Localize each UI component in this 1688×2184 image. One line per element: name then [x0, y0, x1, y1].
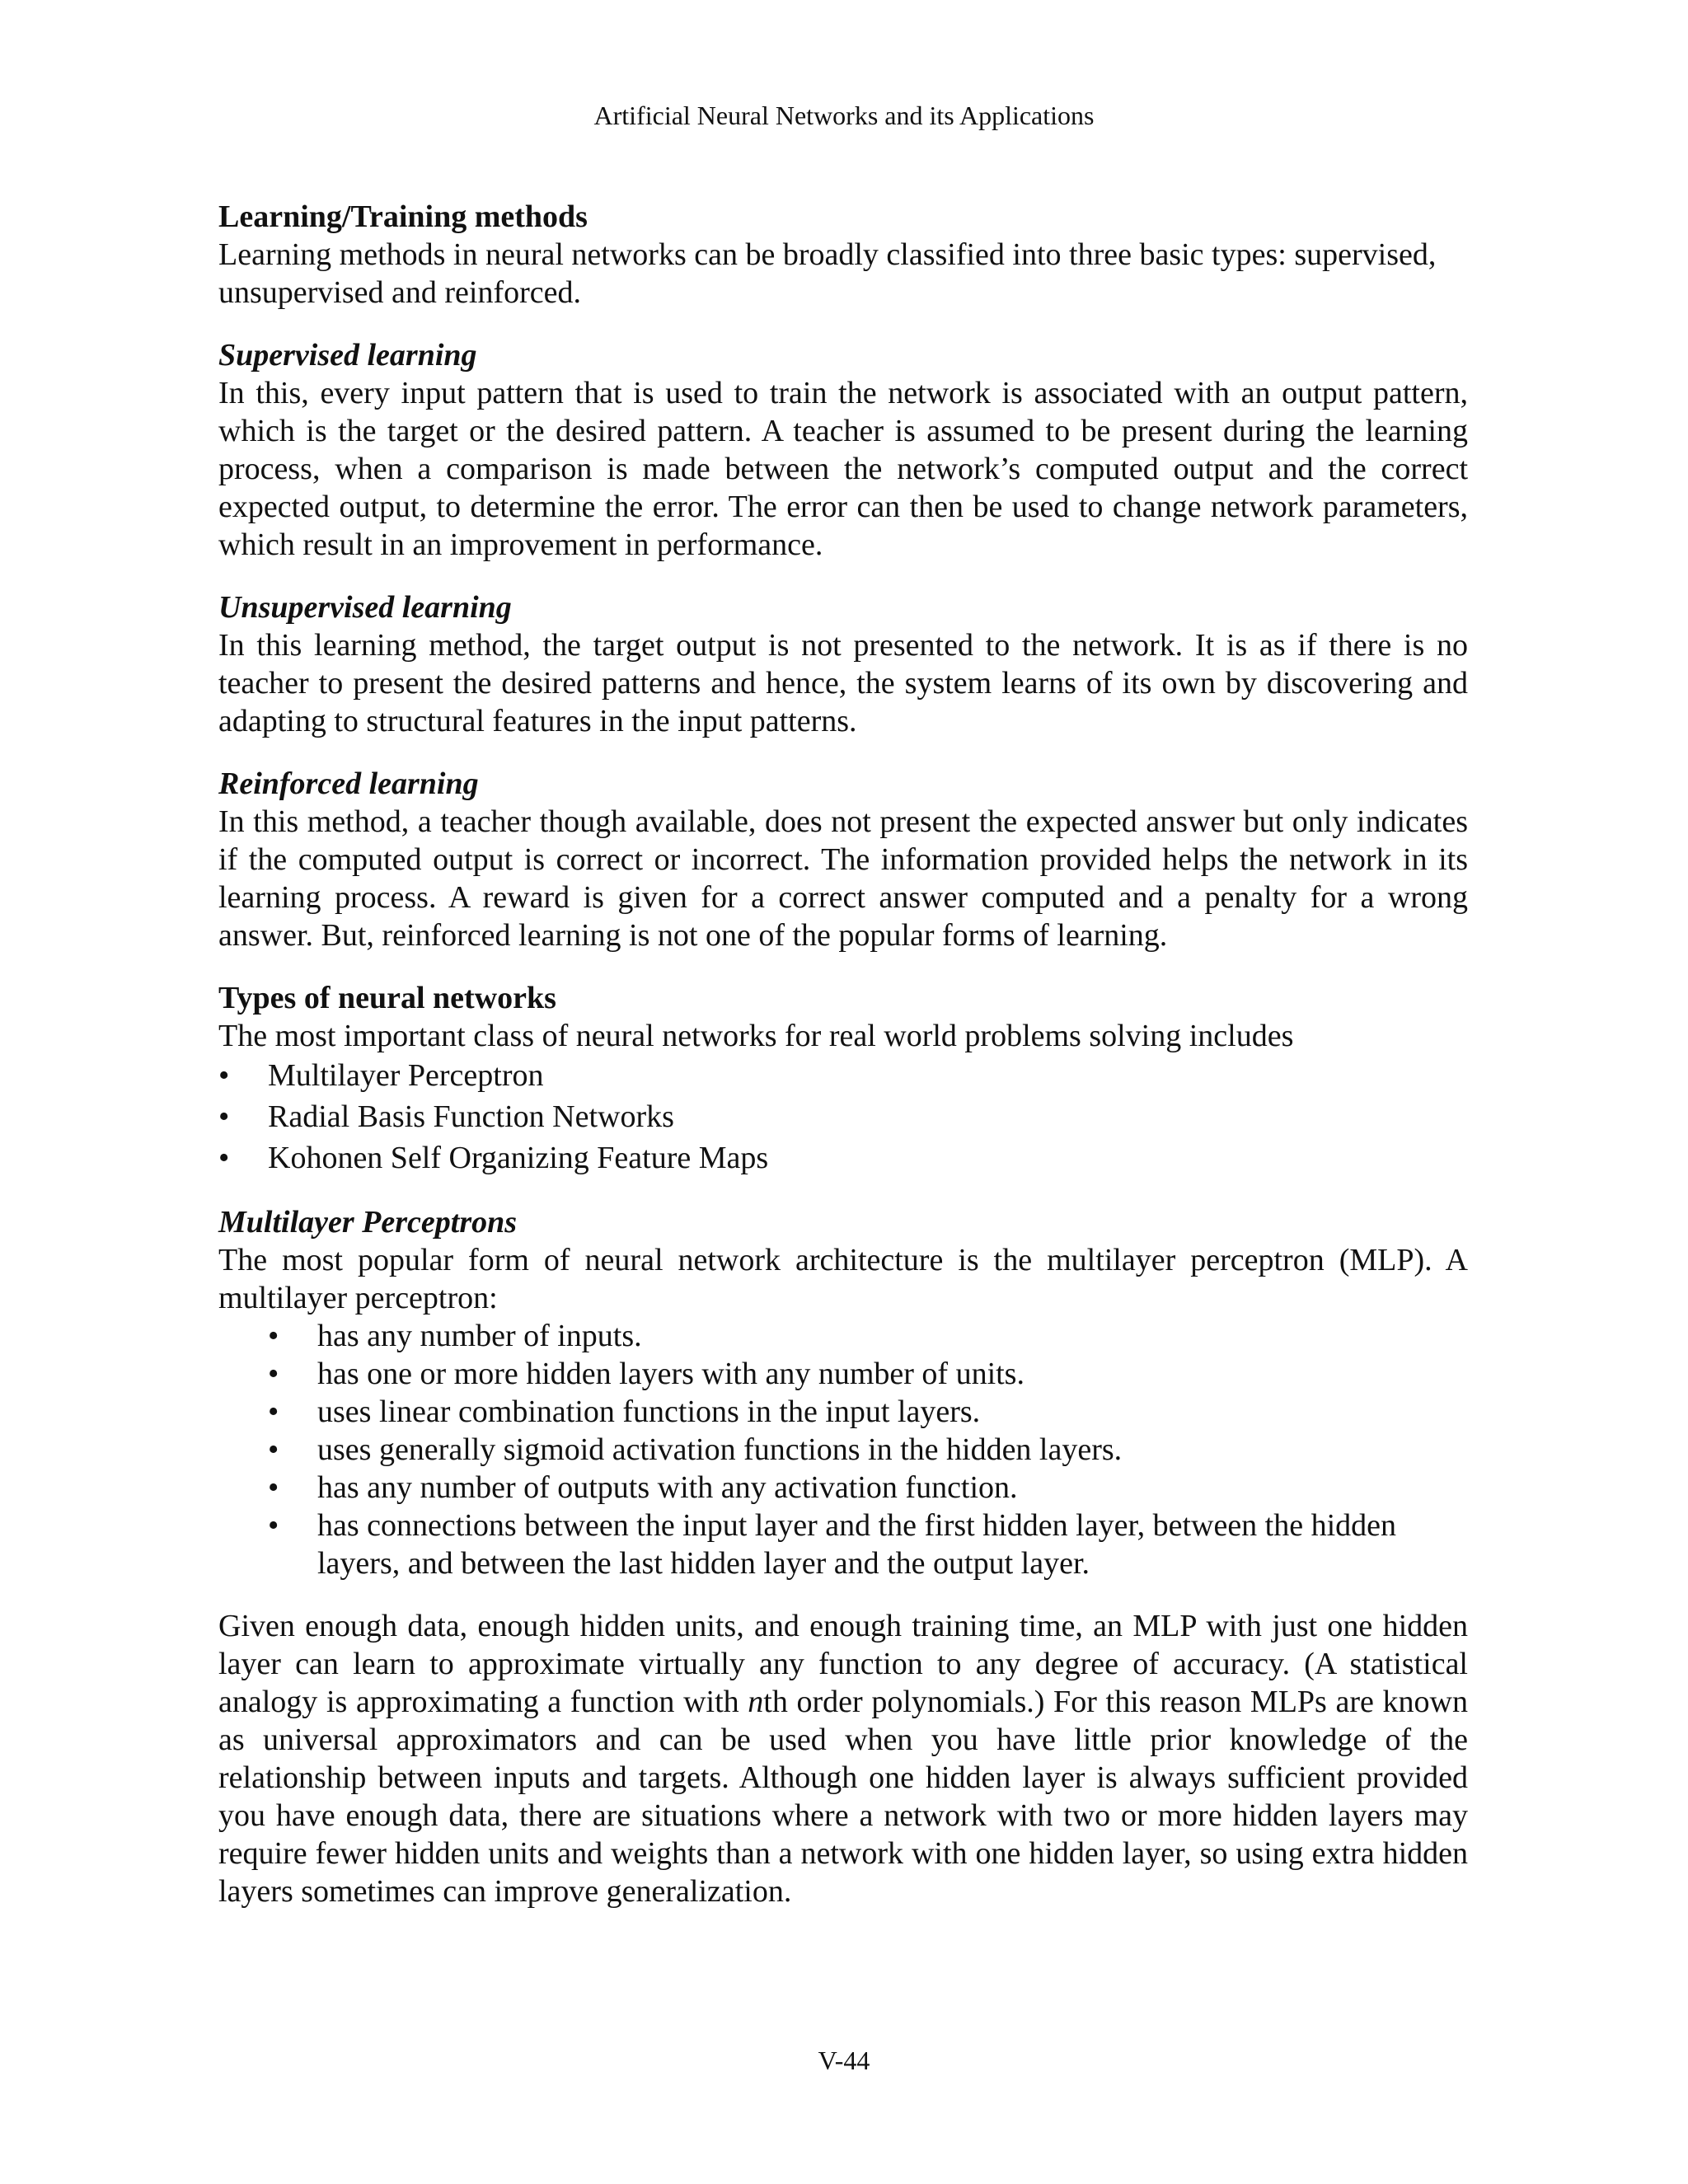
section-unsupervised	[218, 588, 1468, 740]
list-item: • has any number of inputs.	[268, 1317, 1468, 1355]
section-mlp	[218, 1203, 1468, 1582]
closing-text-italic: n	[748, 1685, 764, 1719]
closing-text-part2: th order polynomials.) For this reason MLPs are known as universal approximators and can be used when you have little prior knowledge of the relationship between inputs and targets. Although one hidden layer is always sufficient provided you have enough data, there are situations where a network with two or more hidden layers may require fewer hidden units and weights than a network with one hidden layer, so using extra hidden layers sometimes can improve generalization.	[218, 1685, 1468, 1909]
heading-unsupervised-learning: Unsupervised learning	[218, 590, 512, 625]
mlp-properties-list	[268, 1317, 1468, 1582]
section-reinforced	[218, 765, 1468, 954]
list-item: • uses linear combination functions in the input layers.	[268, 1393, 1468, 1431]
paragraph-mlp-closing	[218, 1607, 1468, 1910]
page-number: V-44	[818, 2046, 870, 2075]
closing-text-part1: Given enough data, enough hidden units, and enough training time, an MLP with just one hidden layer can learn to approximate virtually any function to any degree of accuracy. (A statistical analogy is approximating a function with	[218, 1609, 1468, 1719]
heading-supervised-learning: Supervised learning	[218, 338, 477, 373]
heading-multilayer-perceptrons: Multilayer Perceptrons	[218, 1205, 518, 1240]
heading-types-of-networks: Types of neural networks	[218, 981, 556, 1015]
list-item: • has connections between the input layer and the first hidden layer, between the hidden layers, and between the last hidden layer and the output layer.	[268, 1507, 1468, 1582]
list-item: • Multilayer Perceptron	[218, 1055, 1468, 1096]
list-item: • Kohonen Self Organizing Feature Maps	[218, 1137, 1468, 1179]
paragraph-supervised: In this, every input pattern that is used to train the network is associated with an output pattern, which is the target or the desired pattern. A teacher is assumed to be present during the learning process, when a comparison is made between the network’s computed output and the correct expected output, to determine the error. The error can then be used to change network parameters, which result in an improvement in performance.	[218, 376, 1468, 562]
paragraph-reinforced: In this method, a teacher though available, does not present the expected answer but only indicates if the computed output is correct or incorrect. The information provided helps the network in its learning process. A reward is given for a correct answer computed and a penalty for a wrong answer. But, reinforced learning is not one of the popular forms of learning.	[218, 804, 1468, 953]
network-types-list	[218, 1055, 1468, 1179]
paragraph-unsupervised: In this learning method, the target output is not presented to the network. It is as if there is no teacher to present the desired patterns and hence, the system learns of its own by discovering and adapting to structural features in the input patterns.	[218, 628, 1468, 738]
page-content	[218, 198, 1468, 1910]
list-item: • uses generally sigmoid activation functions in the hidden layers.	[268, 1431, 1468, 1469]
list-item: • has any number of outputs with any activation function.	[268, 1469, 1468, 1507]
heading-learning-methods: Learning/Training methods	[218, 199, 588, 234]
section-learning-methods	[218, 198, 1468, 312]
paragraph-learning-intro: Learning methods in neural networks can be broadly classified into three basic types: supervised, unsupervised and reinforced.	[218, 237, 1437, 310]
paragraph-mlp-intro: The most popular form of neural network architecture is the multilayer perceptron (MLP). A multilayer perceptron:	[218, 1243, 1468, 1315]
list-item: • Radial Basis Function Networks	[218, 1096, 1468, 1137]
section-types	[218, 979, 1468, 1179]
section-supervised	[218, 336, 1468, 564]
heading-reinforced-learning: Reinforced learning	[218, 766, 479, 801]
running-header: Artificial Neural Networks and its Applications	[593, 101, 1095, 130]
list-item: • has one or more hidden layers with any number of units.	[268, 1355, 1468, 1393]
paragraph-types-intro: The most important class of neural networks for real world problems solving includes	[218, 1019, 1294, 1053]
